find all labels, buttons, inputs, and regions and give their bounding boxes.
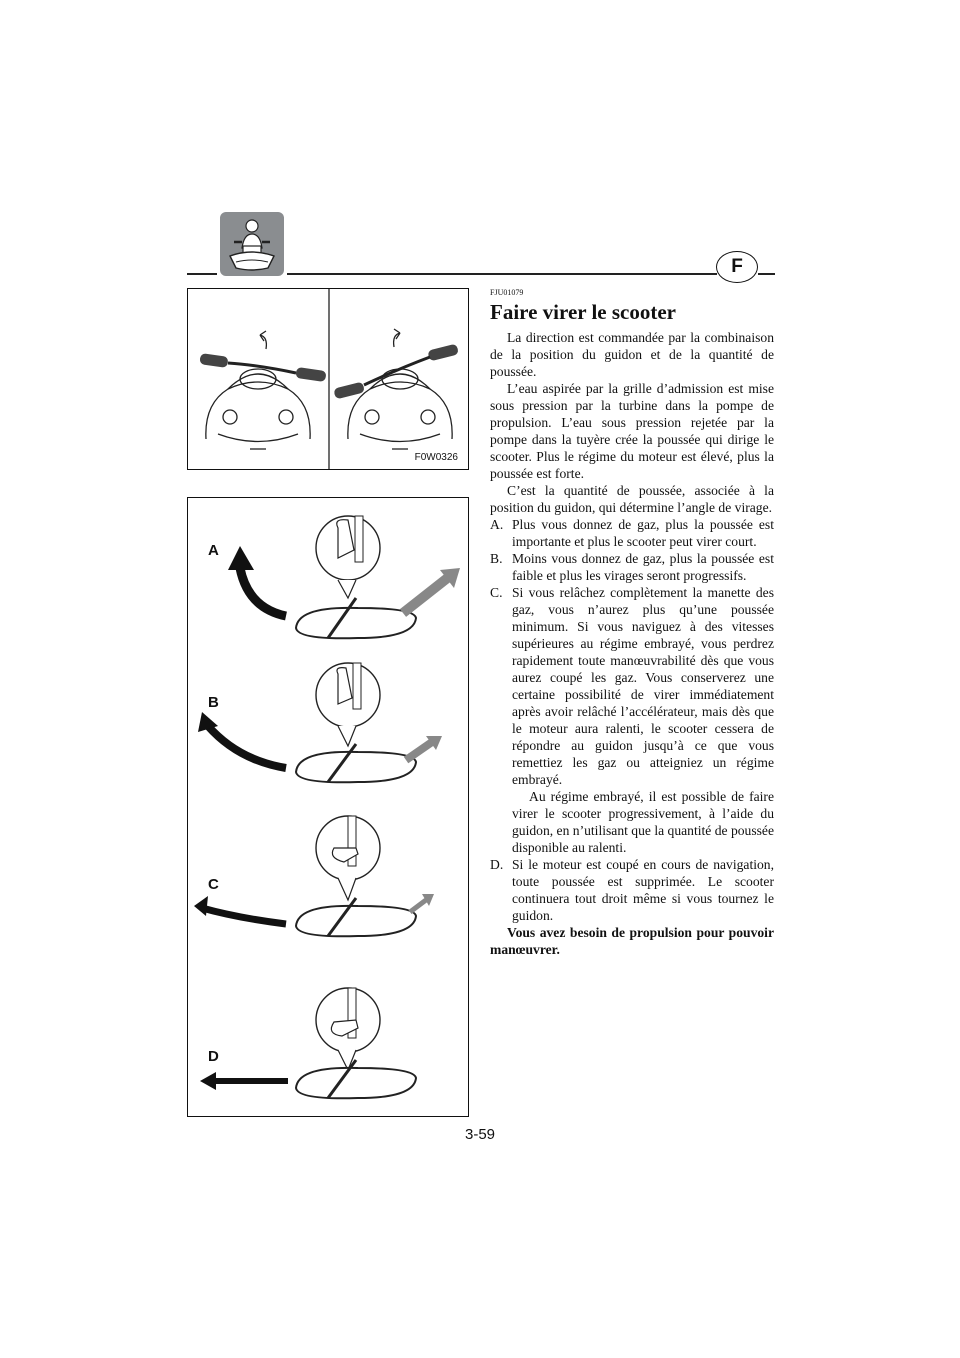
list-item-c [490,584,774,788]
panel-d-illustration [188,960,468,1120]
list-label-c: C. [490,585,503,600]
panel-c-illustration [188,808,468,958]
panel-a-illustration [188,498,468,648]
header-rule-right [287,273,717,275]
panel-label-a: A [208,542,219,559]
steering-thrust-figure [187,497,469,1117]
section-code: FJU01079 [490,288,524,297]
panel-label-d: D [208,1048,219,1065]
header-rule-left [187,273,217,275]
list-text-b: Moins vous donnez de gaz, plus la poussée est faible et plus les virages seront progressifs. [512,551,774,583]
rider-on-watercraft-icon [220,212,284,276]
language-badge: F [716,251,758,283]
list-item-a [490,516,774,550]
list-label-b: B. [490,551,503,566]
figure-code: F0W0326 [414,452,458,463]
page-number: 3-59 [464,1126,496,1143]
panel-b-illustration [188,650,468,800]
list-item-d [490,856,774,924]
list-item-c-subparagraph: Au régime embrayé, il est possible de faire virer le scooter progressivement, à l’aide du guidon, en n’utilisant que la quantité de poussée disponible au ralenti. [512,789,774,855]
warning-note: Vous avez besoin de propulsion pour pouvoir manœuvrer. [490,925,774,957]
handlebar-figure [187,288,469,470]
list-text-d: Si le moteur est coupé en cours de navigation, toute poussée est supprimée. Le scooter continuera tout droit même si vous tournez le guidon. [512,857,774,923]
list-text-a: Plus vous donnez de gaz, plus la poussée est importante et plus le scooter peut virer court. [512,517,774,549]
section-title: Faire virer le scooter [490,300,676,324]
paragraph-2: L’eau aspirée par la grille d’admission est mise sous pression par la turbine dans la pompe de propulsion. L’eau sous pression rejetée par la pompe dans la tuyère crée la poussée qui dirige le scooter. Plus le régime du moteur est élevé, plus la poussée est forte. [490,381,774,481]
header-rule-end [758,273,775,275]
panel-label-b: B [208,694,219,711]
paragraph-1: La direction est commandée par la combinaison de la position du guidon et de la quantité de poussée. [490,330,774,379]
panel-label-c: C [208,876,219,893]
list-text-c: Si vous relâchez complètement la manette des gaz, vous n’aurez plus qu’une poussée minimum. Si vous naviguez à des vitesses supérieures au régime embrayé, vous perdrez rapidement toute manœuvrabilité dès que vous aurez coupé les gaz. Vous conserverez une certaine possibilité de virer immédiatement après avoir relâché l’accélérateur, mais dès que le moteur aura ralenti, le scooter cessera de répondre au guidon jusqu’à ce que vous remettiez les gaz ou atteigniez un régime embrayé. [512,585,774,787]
list-item-b [490,550,774,584]
handlebar-illustration [188,289,468,469]
list-label-d: D. [490,857,504,872]
paragraph-3: C’est la quantité de poussée, associée à la position du guidon, qui détermine l’angle de virage. [490,483,774,515]
list-label-a: A. [490,517,504,532]
text-column [490,288,774,958]
